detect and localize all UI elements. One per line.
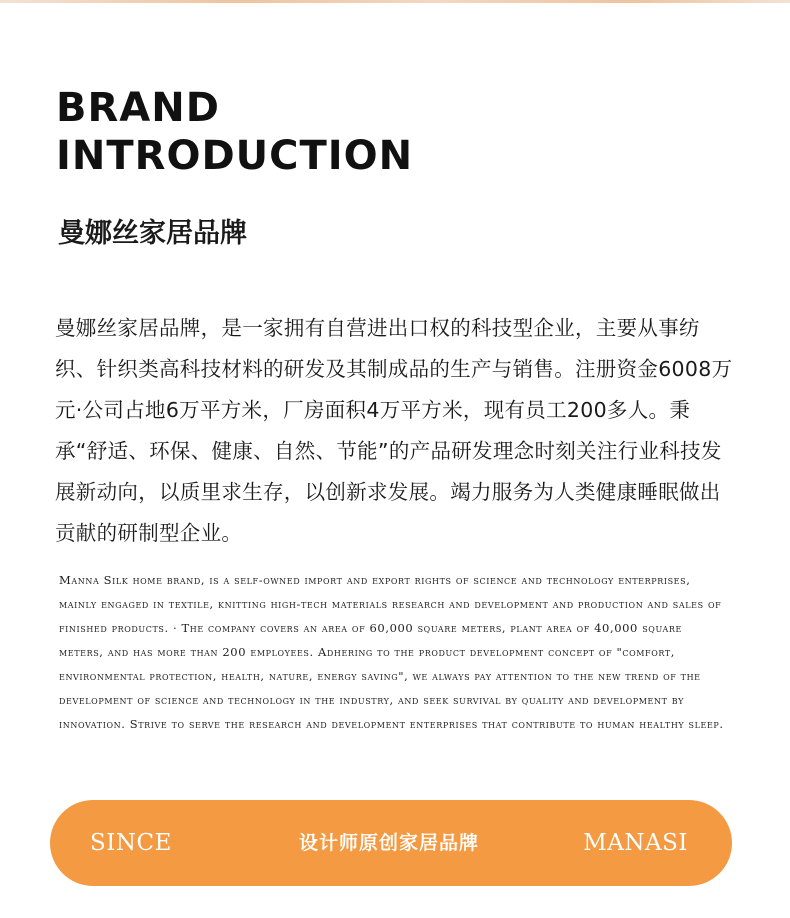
- chinese-description: 曼娜丝家居品牌，是一家拥有自营进出口权的科技型企业，主要从事纺织、针织类高科技材料的研发及其制成品的生产与销售。注册资金6008万元·公司占地6万平方米，厂房面积4万平方米，现有员工200多人。秉承“舒适、环保、健康、自然、节能”的产品研发理念时刻关注行业科技发展新动向，以质里求生存，以创新求发展。竭力服务为人类健康睡眠做出贡献的研制型企业。: [55, 316, 733, 545]
- banner-since-text: SINCE: [90, 830, 172, 856]
- banner-brand-name: MANASI: [583, 830, 688, 856]
- heading-line-introduction: INTRODUCTION: [56, 133, 414, 179]
- brand-banner: [50, 800, 732, 886]
- english-description: Manna Silk home brand, is a self-owned import and export rights of science and technology enterprises, mainly engaged in textile, knitting high-tech materials research and development and production and sales of finished products. · The company covers an area of 60,000 square meters, plant area of 40,000 square meters, and has more than 200 employees. Adhering to the product development concept of "comfort, environmental protection, health, nature, energy saving", we always pay attention to the new trend of the development of science and technology in the industry, and seek survival by quality and development by innovation. Strive to serve the research and development enterprises that contribute to human healthy sleep.: [59, 573, 724, 731]
- brand-subtitle: 曼娜丝家居品牌: [58, 218, 247, 249]
- heading-line-brand: BRAND: [56, 85, 220, 131]
- top-decorative-strip: [0, 0, 790, 3]
- brand-introduction-heading: [56, 84, 413, 180]
- banner-slogan: 设计师原创家居品牌: [299, 832, 480, 854]
